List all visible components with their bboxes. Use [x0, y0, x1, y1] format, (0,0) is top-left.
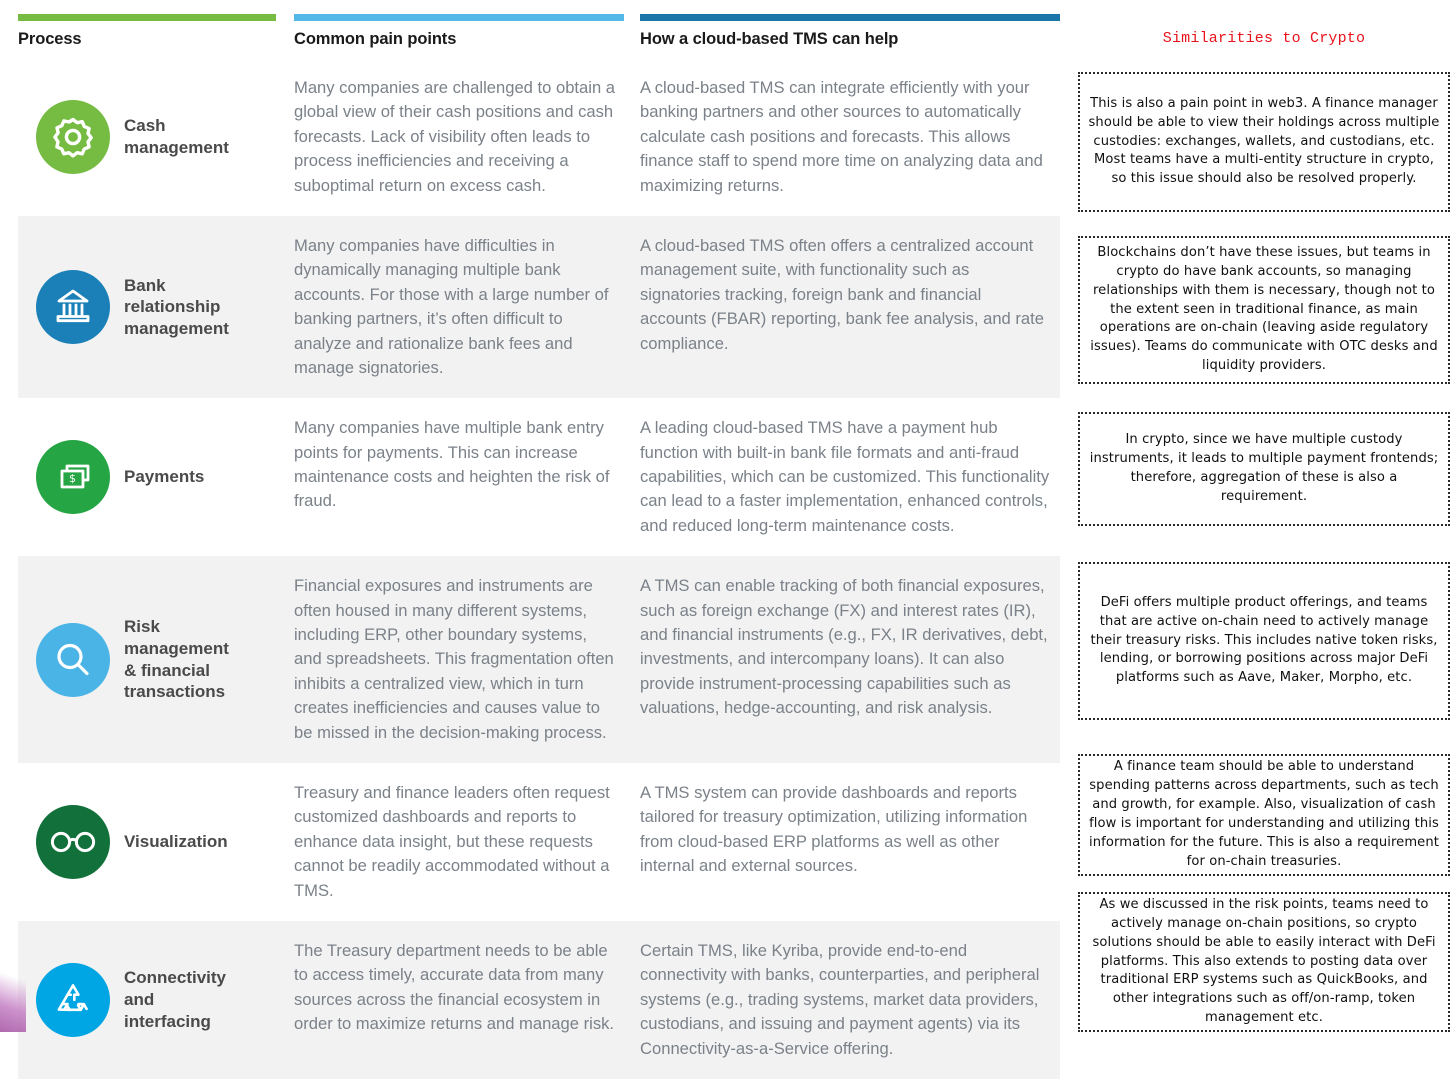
tms-help-cell [640, 58, 1060, 216]
process-label: Cash management [124, 116, 229, 157]
process-cell [18, 763, 294, 921]
tms-help-text: A TMS system can provide dashboards and reports tailored for treasury optimization, utilizing information from cloud-based ERP platforms as well as other internal and external sources. [640, 782, 1028, 876]
annotation-box [1078, 72, 1450, 212]
annotations-column [1078, 14, 1450, 1026]
table-header-row [18, 14, 1060, 58]
table-row [18, 763, 1060, 921]
process-cell [18, 556, 294, 763]
glasses-icon [36, 805, 110, 879]
tms-help-text: A TMS can enable tracking of both financial exposures, such as foreign exchange (FX) and interest rates (IR), and financial instruments (e.g., FX, IR derivatives, debt, investments, and intercompany loans). It can also provide instrument-processing capabilities such as valuations, hedge-accounting, and risk analysis. [640, 576, 1048, 718]
table-row [18, 216, 1060, 398]
annotation-text: DeFi offers multiple product offerings, and teams that are active on-chain need to actively manage their treasury risks. This includes native token risks, lending, or borrowing positions across major DeFi platforms such as Aave, Maker, Morpho, etc. [1090, 594, 1438, 686]
process-cell [18, 398, 294, 556]
table-body [18, 58, 1060, 1079]
table-row [18, 556, 1060, 763]
pain-points-cell [294, 58, 640, 216]
tms-help-text: Certain TMS, like Kyriba, provide end-to-end connectivity with banks, counterparties, and peripheral systems (e.g., trading systems, market data providers, custodians, and issuing and payment agents) via its Connectivity-as-a-Service offering. [640, 940, 1040, 1058]
table-row [18, 921, 1060, 1079]
process-cell [18, 216, 294, 398]
annotation-text: In crypto, since we have multiple custody instruments, it leads to multiple payment frontends; therefore, aggregation of these is also a requirement. [1089, 432, 1439, 504]
table-row [18, 58, 1060, 216]
tms-help-cell [640, 398, 1060, 556]
svg-text:$: $ [69, 472, 76, 486]
annotation-box [1078, 236, 1450, 384]
process-label: Connectivity and interfacing [124, 968, 227, 1031]
process-cell [18, 58, 294, 216]
process-label: Bank relationship management [124, 275, 229, 338]
tms-help-text: A leading cloud-based TMS have a payment hub function with built-in bank file formats and anti-fraud capabilities, which can be customized. This functionality can lead to a faster implementation, enhanced controls, and reduced long-term maintenance costs. [640, 418, 1050, 535]
tms-help-cell [640, 763, 1060, 921]
pain-points-text: Many companies are challenged to obtain a global view of their cash positions and cash forecasts. Lack of visibility often leads to process inefficiencies and receiving a suboptimal return on excess cash. [294, 78, 616, 195]
column-header-pain-points-label: Common pain points [294, 30, 457, 48]
column-header-tms-help-label: How a cloud-based TMS can help [640, 30, 899, 48]
annotation-box [1078, 892, 1450, 1032]
tms-help-text: A cloud-based TMS can integrate efficiently with your banking partners and other sources to automatically calculate cash positions and forecasts. This allows finance staff to spend more time on analyzing data and maximizing returns. [640, 78, 1043, 195]
pain-points-cell [294, 216, 640, 398]
pain-points-text: Treasury and finance leaders often request customized dashboards and reports to enhance data insight, but these requests cannot be readily accommodated without a TMS. [294, 782, 610, 900]
process-label: Risk management & financial transactions [124, 617, 229, 702]
column-header-process [18, 14, 276, 58]
annotations-column-title: Similarities to Crypto [1162, 30, 1366, 47]
pain-points-text: The Treasury department needs to be able to access timely, accurate data from many sources across the financial ecosystem in order to maximize returns and manage risk. [294, 940, 615, 1034]
column-header-pain-points [294, 14, 624, 58]
pain-accent-bar [294, 14, 624, 21]
annotation-box [1078, 412, 1450, 526]
process-label: Visualization [124, 832, 228, 852]
tms-comparison-table [18, 14, 1060, 1079]
bank-icon [36, 270, 110, 344]
pain-points-cell [294, 398, 640, 556]
pain-points-cell [294, 921, 640, 1079]
process-cell [18, 921, 294, 1079]
pain-points-cell [294, 556, 640, 763]
process-label: Payments [124, 467, 205, 487]
tms-help-text: A cloud-based TMS often offers a centralized account management suite, with functionality such as signatories tracking, foreign bank and financial accounts (FBAR) reporting, bank fee analysis, and rate compliance. [640, 235, 1044, 353]
table-row [18, 398, 1060, 556]
pain-points-text: Many companies have multiple bank entry points for payments. This can increase maintenance costs and heighten the risk of fraud. [294, 418, 610, 511]
pain-points-text: Many companies have difficulties in dynamically managing multiple bank accounts. For those with a large number of banking partners, it’s often difficult to analyze and rationalize bank fees and manage signatories. [294, 235, 609, 377]
cash-icon [36, 440, 110, 514]
annotation-text: As we discussed in the risk points, teams need to actively manage on-chain positions, so crypto solutions should be able to easily interact with DeFi platforms. This also extends to posting data over traditional ERP systems such as QuickBooks, and other integrations such as off/on-ramp, token management etc. [1092, 897, 1436, 1026]
magnifier-icon [36, 623, 110, 697]
tms-help-cell [640, 921, 1060, 1079]
recycle-icon [36, 963, 110, 1037]
tms-help-cell [640, 216, 1060, 398]
annotation-text: Blockchains don’t have these issues, but teams in crypto do have bank accounts, so managing relationships with them is necessary, though not to the extent seen in traditional finance, as main operations are on-chain (leaving aside regulatory issues). Teams do communicate with OTC desks and liquidity providers. [1090, 245, 1438, 374]
annotation-box [1078, 562, 1450, 720]
annotation-text: A finance team should be able to understand spending patterns across departments, such as tech and growth, for example. Also, visualization of cash flow is important for understanding and utilizing this information for the future. This is also a requirement for on-chain treasuries. [1089, 759, 1439, 869]
tms-help-cell [640, 556, 1060, 763]
pain-points-text: Financial exposures and instruments are often housed in many different systems, including ERP, other boundary systems, and spreadsheets. This fragmentation often inhibits a centralized view, which in turn creates inefficiencies and causes value to be missed in the decision-making process. [294, 576, 614, 742]
gear-icon [36, 100, 110, 174]
column-header-tms-help [640, 14, 1060, 58]
pain-points-cell [294, 763, 640, 921]
help-accent-bar [640, 14, 1060, 21]
annotation-text: This is also a pain point in web3. A finance manager should be able to view their holdings across multiple custodies: exchanges, wallets, and custodians, etc. Most teams have a multi-entity structure in crypto, so this issue should also be resolved properly. [1088, 95, 1440, 187]
annotation-box [1078, 754, 1450, 876]
column-header-process-label: Process [18, 30, 82, 48]
process-accent-bar [18, 14, 276, 21]
